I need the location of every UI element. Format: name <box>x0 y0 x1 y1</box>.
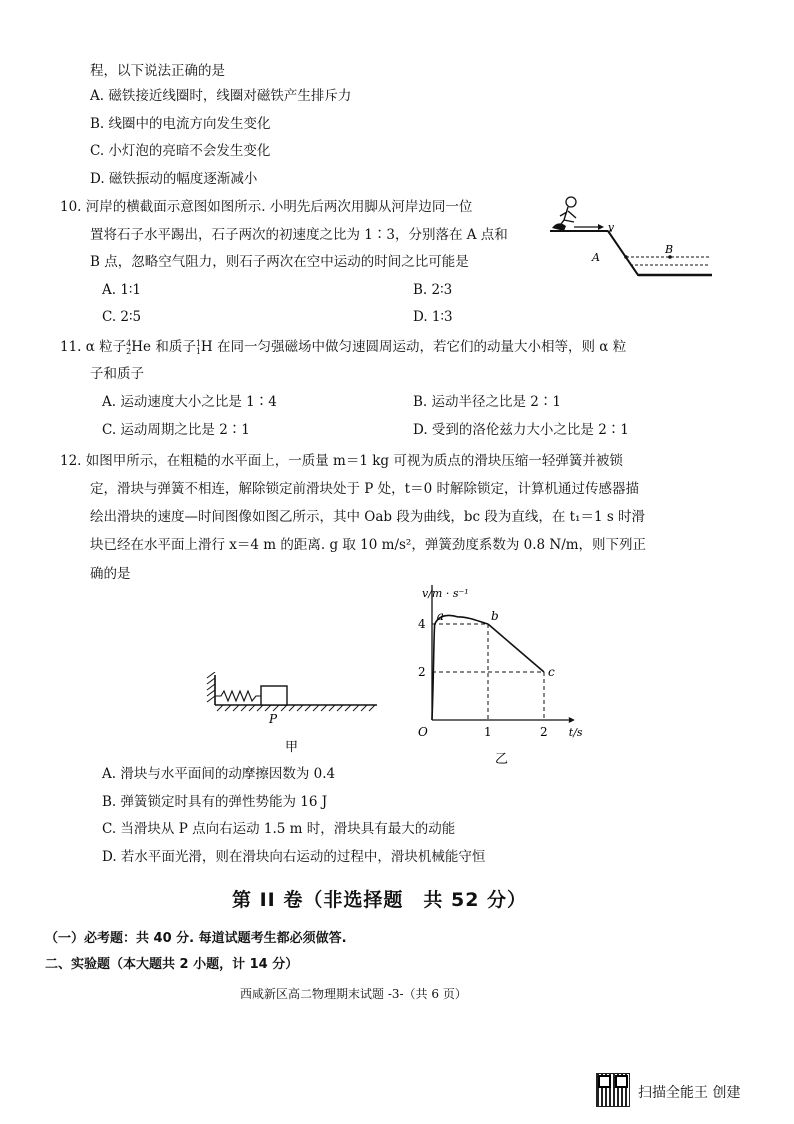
q12-option-d: D. 若水平面光滑，则在滑块向右运动的过程中，滑块机械能守恒 <box>102 849 486 865</box>
x-tick-label: 2 <box>540 725 548 739</box>
x-tick-label: 1 <box>484 725 492 739</box>
spring-block-figure <box>205 672 385 762</box>
scanner-brand-text: 扫描全能王 创建 <box>638 1085 741 1101</box>
helium-charge-number: 2 <box>126 346 132 356</box>
q10-stem-line-2: 置将石子水平踢出，石子两次的初速度之比为 1∶3，分别落在 A 点和 <box>90 227 508 243</box>
q10-stem-line-1: 10. 河岸的横截面示意图如图所示. 小明先后两次用脚从河岸边同一位 <box>60 199 473 215</box>
y-tick-label: 4 <box>418 617 426 631</box>
segment-bc-line <box>488 624 544 672</box>
q12-stem-line-1: 12. 如图甲所示，在粗糙的水平面上，一质量 m＝1 kg 可视为质点的滑块压缩一轻弹簧并被锁 <box>60 453 623 469</box>
q9-option-a: A. 磁铁接近线圈时，线圈对磁铁产生排斥力 <box>90 88 352 104</box>
segment-oab-curve <box>432 615 488 720</box>
q11-stem-part-2: 和质子 <box>151 339 196 355</box>
q12-stem-line-5: 确的是 <box>90 566 131 582</box>
chart-axes <box>429 585 575 723</box>
q10-option-b: B. 2∶3 <box>413 282 453 298</box>
velocity-time-chart <box>410 585 620 770</box>
q12-option-a: A. 滑块与水平面间的动摩擦因数为 0.4 <box>102 766 336 782</box>
q11-option-b: B. 运动半径之比是 2∶1 <box>413 394 561 410</box>
q10-option-d: D. 1∶3 <box>413 309 453 325</box>
figure-jia-caption: 甲 <box>285 740 299 755</box>
velocity-label: v <box>608 221 615 234</box>
y-tick-label: 2 <box>418 665 426 679</box>
required-questions-heading: （一）必考题：共 40 分. 每道试题考生都必须做答. <box>45 931 347 946</box>
helium-symbol: He <box>131 339 152 355</box>
point-label-a: a <box>436 609 444 623</box>
q12-stem-line-4: 块已经在水平面上滑行 x＝4 m 的距离. g 取 10 m/s²，弹簧劲度系数为 0.8 N/m，则下列正 <box>90 537 647 553</box>
origin-label: O <box>418 725 428 739</box>
figure-yi-caption: 乙 <box>495 752 509 767</box>
q9-stem-end: 程，以下说法正确的是 <box>90 63 225 79</box>
qr-code-icon <box>596 1073 630 1107</box>
x-axis-label: t/s <box>568 726 583 739</box>
q10-option-a: A. 1∶1 <box>102 282 142 298</box>
point-p-label: P <box>269 712 278 726</box>
river-bank-figure <box>550 190 720 290</box>
q12-stem-line-3: 绘出滑块的速度—时间图像如图乙所示，其中 Oab 段为曲线，bc 段为直线，在 t₁＝1 s 时滑 <box>90 509 646 525</box>
hydrogen-charge-number: 1 <box>195 346 201 356</box>
chart-guides <box>432 624 544 720</box>
hydrogen-symbol: H <box>200 339 213 355</box>
helium-mass-number: 4 <box>126 338 132 348</box>
x-axis-arrow <box>569 717 575 723</box>
q12-option-b: B. 弹簧锁定时具有的弹性势能为 16 J <box>102 794 328 810</box>
point-label-c: c <box>548 665 555 679</box>
q11-stem-line-2: 子和质子 <box>90 366 144 382</box>
q11-stem-part-3: 在同一匀强磁场中做匀速圆周运动，若它们的动量大小相等，则 α 粒 <box>212 339 627 355</box>
q12-stem-line-2: 定，滑块与弹簧不相连，解除锁定前滑块处于 P 处，t＝0 时解除锁定，计算机通过传感器描 <box>90 481 639 497</box>
point-label-b: b <box>491 609 499 623</box>
q11-option-c: C. 运动周期之比是 2∶1 <box>102 422 250 438</box>
helium-nuclide <box>126 338 151 356</box>
section-2-title: 第 II 卷（非选择题 共 52 分） <box>232 889 528 911</box>
q12-option-c: C. 当滑块从 P 点向右运动 1.5 m 时，滑块具有最大的动能 <box>102 821 456 837</box>
point-a-label: A <box>592 251 600 264</box>
point-b-label: B <box>665 243 674 256</box>
q11-stem-part-1: 11. α 粒子 <box>60 339 127 355</box>
q10-option-c: C. 2∶5 <box>102 309 142 325</box>
page-footer: 西咸新区高二物理期末试题 -3-（共 6 页） <box>240 987 467 1001</box>
hydrogen-nuclide <box>196 338 213 356</box>
q11-option-a: A. 运动速度大小之比是 1∶4 <box>102 394 277 410</box>
chart-labels <box>418 587 583 739</box>
experiment-section-heading: 二、实验题（本大题共 2 小题，计 14 分） <box>45 957 299 972</box>
q9-option-d: D. 磁铁振动的幅度逐渐减小 <box>90 171 258 187</box>
q9-option-b: B. 线圈中的电流方向发生变化 <box>90 116 271 132</box>
q10-stem-line-3: B 点，忽略空气阻力，则石子两次在空中运动的时间之比可能是 <box>90 254 469 270</box>
q11-option-d: D. 受到的洛伦兹力大小之比是 2∶1 <box>413 422 629 438</box>
hydrogen-mass-number: 1 <box>195 338 201 348</box>
q11-stem-line-1 <box>60 338 626 356</box>
y-axis-label: v/m · s⁻¹ <box>422 587 469 600</box>
q9-option-c: C. 小灯泡的亮暗不会发生变化 <box>90 143 271 159</box>
